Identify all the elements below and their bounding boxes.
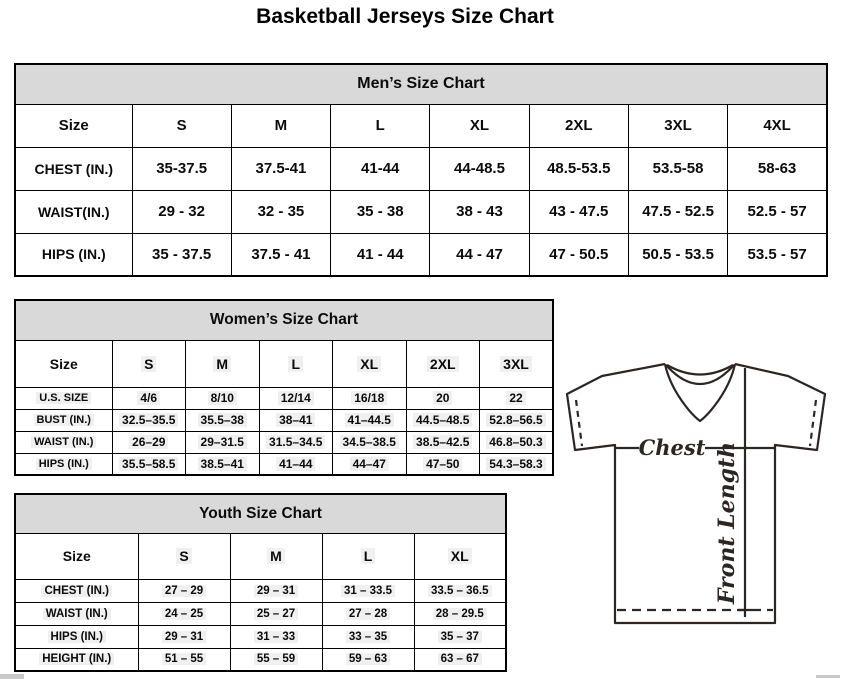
table-title: Men’s Size Chart	[15, 64, 827, 104]
size-cell: 44–47	[333, 453, 407, 475]
table-title: Women’s Size Chart	[15, 300, 553, 340]
size-cell: 38 - 43	[430, 190, 529, 233]
size-cell: 35.5–58.5	[112, 453, 186, 475]
size-cell: 52.8–56.5	[480, 409, 554, 431]
row-label: WAIST (IN.)	[15, 431, 112, 453]
scrollbar-fragment-right[interactable]	[816, 675, 840, 678]
row-label: WAIST (IN.)	[15, 602, 138, 625]
collar-back-curve	[667, 365, 733, 375]
table-row	[15, 147, 827, 190]
size-cell: 20	[406, 387, 480, 409]
page-title: Basketball Jerseys Size Chart	[256, 5, 554, 28]
jersey-measurement-diagram	[555, 358, 843, 628]
table-row	[15, 602, 506, 625]
size-cell: 41 - 44	[331, 233, 430, 276]
left-cuff-seam	[576, 400, 582, 446]
size-cell: 53.5 - 57	[728, 233, 827, 276]
size-cell: 34.5–38.5	[333, 431, 407, 453]
size-cell: 35 - 38	[331, 190, 430, 233]
size-cell: 26–29	[112, 431, 186, 453]
row-label: U.S. SIZE	[15, 387, 112, 409]
column-header: XL	[430, 104, 529, 147]
size-cell: 28 – 29.5	[414, 602, 506, 625]
size-cell: 54.3–58.3	[480, 453, 554, 475]
size-cell: 63 – 67	[414, 648, 506, 671]
table-row	[15, 453, 553, 475]
size-cell: 27 – 28	[322, 602, 414, 625]
size-cell: 43 - 47.5	[529, 190, 628, 233]
size-cell: 24 – 25	[138, 602, 230, 625]
size-cell: 25 – 27	[230, 602, 322, 625]
table-row	[15, 648, 506, 671]
size-cell: 16/18	[333, 387, 407, 409]
column-header: 3XL	[628, 104, 727, 147]
column-header: S	[112, 340, 186, 387]
table-row	[15, 579, 506, 602]
size-cell: 8/10	[186, 387, 260, 409]
column-header: M	[230, 533, 322, 579]
table-row	[15, 409, 553, 431]
size-cell: 47 - 50.5	[529, 233, 628, 276]
size-cell: 48.5-53.5	[529, 147, 628, 190]
size-cell: 52.5 - 57	[728, 190, 827, 233]
size-cell: 35 - 37.5	[132, 233, 231, 276]
size-cell: 29 - 32	[132, 190, 231, 233]
size-cell: 44 - 47	[430, 233, 529, 276]
youth-size-table	[14, 493, 507, 672]
size-cell: 33.5 – 36.5	[414, 579, 506, 602]
size-cell: 38–41	[259, 409, 333, 431]
right-cuff-seam	[810, 400, 816, 446]
size-cell: 51 – 55	[138, 648, 230, 671]
row-label: CHEST (IN.)	[15, 147, 132, 190]
table-row	[15, 625, 506, 648]
size-cell: 22	[480, 387, 554, 409]
size-cell: 47.5 - 52.5	[628, 190, 727, 233]
table-title: Youth Size Chart	[15, 494, 506, 533]
row-label: HIPS (IN.)	[15, 233, 132, 276]
size-cell: 4/6	[112, 387, 186, 409]
size-cell: 31 – 33.5	[322, 579, 414, 602]
size-header: Size	[15, 533, 138, 579]
row-label: WAIST(IN.)	[15, 190, 132, 233]
size-cell: 29–31.5	[186, 431, 260, 453]
jersey-outline	[567, 364, 825, 623]
collar-v-outline	[665, 364, 735, 421]
column-header: 2XL	[406, 340, 480, 387]
size-cell: 27 – 29	[138, 579, 230, 602]
column-header: L	[322, 533, 414, 579]
size-cell: 29 – 31	[230, 579, 322, 602]
size-cell: 37.5 - 41	[231, 233, 330, 276]
size-cell: 47–50	[406, 453, 480, 475]
size-cell: 41–44.5	[333, 409, 407, 431]
size-cell: 35.5–38	[186, 409, 260, 431]
table-row	[15, 431, 553, 453]
scrollbar-fragment-left[interactable]	[0, 674, 24, 679]
size-header: Size	[15, 340, 112, 387]
row-label: HEIGHT (IN.)	[15, 648, 138, 671]
size-cell: 33 – 35	[322, 625, 414, 648]
mens-size-table	[14, 63, 828, 277]
size-cell: 29 – 31	[138, 625, 230, 648]
size-cell: 32.5–35.5	[112, 409, 186, 431]
size-cell: 59 – 63	[322, 648, 414, 671]
chest-label: Chest	[638, 435, 706, 460]
column-header: M	[186, 340, 260, 387]
size-cell: 31 – 33	[230, 625, 322, 648]
size-cell: 44-48.5	[430, 147, 529, 190]
row-label: BUST (IN.)	[15, 409, 112, 431]
size-cell: 46.8–50.3	[480, 431, 554, 453]
size-cell: 35 – 37	[414, 625, 506, 648]
table-row	[15, 387, 553, 409]
table-row	[15, 233, 827, 276]
size-cell: 41-44	[331, 147, 430, 190]
column-header: 4XL	[728, 104, 827, 147]
column-header: L	[259, 340, 333, 387]
column-header: S	[138, 533, 230, 579]
column-header: 3XL	[480, 340, 554, 387]
row-label: HIPS (IN.)	[15, 625, 138, 648]
womens-size-table	[14, 299, 554, 476]
row-label: CHEST (IN.)	[15, 579, 138, 602]
size-cell: 38.5–41	[186, 453, 260, 475]
size-cell: 35-37.5	[132, 147, 231, 190]
column-header: 2XL	[529, 104, 628, 147]
front-length-label: Front Length	[714, 441, 740, 605]
size-header: Size	[15, 104, 132, 147]
column-header: XL	[333, 340, 407, 387]
size-cell: 55 – 59	[230, 648, 322, 671]
row-label: HIPS (IN.)	[15, 453, 112, 475]
front-length-measure-line	[738, 368, 752, 617]
size-cell: 12/14	[259, 387, 333, 409]
column-header: L	[331, 104, 430, 147]
size-cell: 37.5-41	[231, 147, 330, 190]
table-row	[15, 190, 827, 233]
size-cell: 58-63	[728, 147, 827, 190]
column-header: S	[132, 104, 231, 147]
size-cell: 38.5–42.5	[406, 431, 480, 453]
size-cell: 53.5-58	[628, 147, 727, 190]
size-cell: 31.5–34.5	[259, 431, 333, 453]
size-cell: 41–44	[259, 453, 333, 475]
size-cell: 32 - 35	[231, 190, 330, 233]
column-header: XL	[414, 533, 506, 579]
size-cell: 50.5 - 53.5	[628, 233, 727, 276]
column-header: M	[231, 104, 330, 147]
size-cell: 44.5–48.5	[406, 409, 480, 431]
